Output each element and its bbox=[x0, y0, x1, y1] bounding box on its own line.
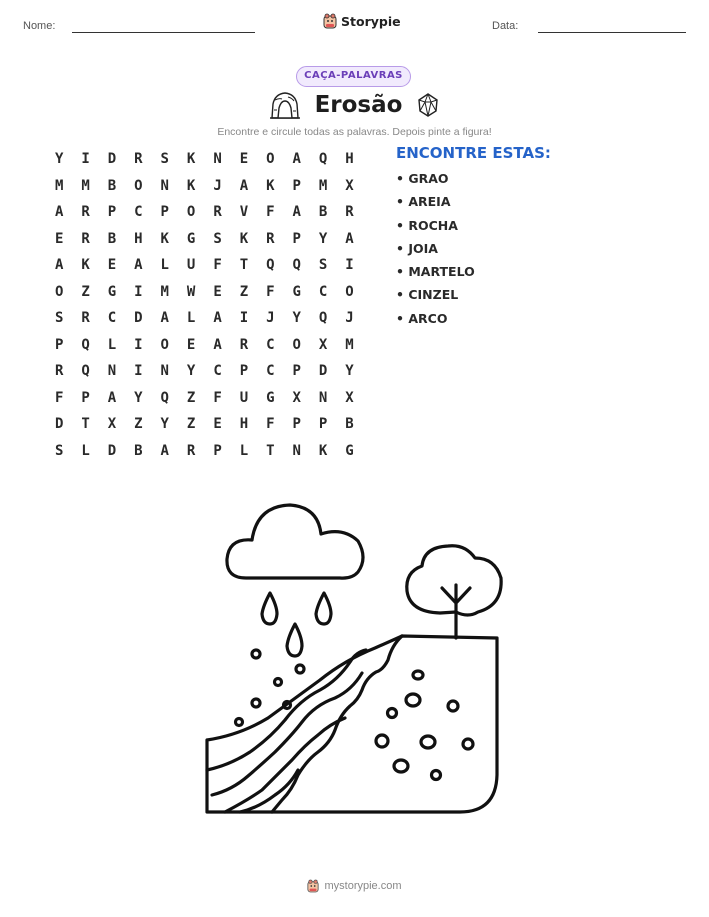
grid-cell[interactable]: U bbox=[239, 389, 249, 406]
grid-cell[interactable]: R bbox=[81, 310, 90, 327]
grid-cell[interactable]: I bbox=[239, 310, 249, 327]
tree-crown bbox=[407, 546, 501, 615]
grid-cell[interactable]: R bbox=[186, 442, 196, 459]
grid-cell[interactable]: Y bbox=[160, 416, 169, 433]
word-search-grid bbox=[46, 146, 363, 464]
grid-cell[interactable]: E bbox=[213, 283, 222, 300]
grid-cell[interactable]: F bbox=[266, 416, 275, 433]
footer bbox=[0, 879, 709, 893]
grid-cell[interactable]: G bbox=[292, 283, 301, 300]
grid-cell[interactable]: F bbox=[213, 389, 222, 406]
grid-cell[interactable]: I bbox=[81, 151, 90, 168]
grid-cell[interactable]: O bbox=[345, 283, 354, 300]
grid-cell[interactable]: B bbox=[107, 230, 117, 247]
grid-cell[interactable]: P bbox=[213, 442, 222, 459]
word-list-item: • AREIA bbox=[396, 194, 451, 210]
grid-cell[interactable]: F bbox=[266, 204, 275, 221]
grid-cell[interactable]: P bbox=[292, 230, 301, 247]
grid-cell[interactable]: Y bbox=[292, 310, 301, 327]
grid-cell[interactable]: Z bbox=[239, 283, 249, 300]
name-label: Nome: bbox=[23, 20, 56, 32]
grid-cell[interactable]: C bbox=[107, 310, 117, 327]
grid-cell[interactable]: S bbox=[54, 442, 64, 459]
stone bbox=[394, 760, 408, 772]
pebble bbox=[296, 665, 304, 673]
grid-cell[interactable]: K bbox=[81, 257, 90, 274]
grid-cell[interactable]: F bbox=[54, 389, 64, 406]
pebble bbox=[252, 699, 260, 707]
grid-cell[interactable]: X bbox=[107, 416, 117, 433]
grid-cell[interactable]: R bbox=[81, 204, 90, 221]
pebble bbox=[236, 719, 243, 726]
grid-cell[interactable]: H bbox=[134, 230, 143, 247]
grid-cell[interactable]: N bbox=[107, 363, 117, 380]
grid-cell[interactable]: S bbox=[54, 310, 64, 327]
footer-url[interactable]: mystorypie.com bbox=[324, 880, 402, 892]
gem-icon bbox=[416, 92, 440, 118]
grid-cell[interactable]: A bbox=[54, 257, 64, 274]
grid-cell[interactable]: V bbox=[239, 204, 249, 221]
grid-cell[interactable]: X bbox=[345, 177, 354, 194]
grid-cell[interactable]: K bbox=[186, 177, 196, 194]
word-list bbox=[396, 171, 475, 334]
grid-cell[interactable]: E bbox=[213, 416, 222, 433]
grid-cell[interactable]: O bbox=[186, 204, 196, 221]
rock-arch-icon bbox=[269, 90, 301, 120]
grid-cell[interactable]: P bbox=[54, 336, 64, 353]
grid-cell[interactable]: P bbox=[107, 204, 117, 221]
stone bbox=[448, 701, 458, 711]
grid-row bbox=[46, 173, 363, 200]
grid-cell[interactable]: D bbox=[134, 310, 143, 327]
grid-cell[interactable]: T bbox=[81, 416, 90, 433]
grid-cell[interactable]: S bbox=[213, 230, 222, 247]
grid-cell[interactable]: F bbox=[266, 283, 275, 300]
grid-cell[interactable]: R bbox=[81, 230, 90, 247]
stone bbox=[432, 771, 441, 780]
raindrop bbox=[262, 593, 277, 624]
grid-cell[interactable]: K bbox=[160, 230, 169, 247]
grid-cell[interactable]: A bbox=[239, 177, 249, 194]
grid-cell[interactable]: R bbox=[239, 336, 249, 353]
grid-cell[interactable]: W bbox=[186, 283, 196, 300]
grid-cell[interactable]: B bbox=[107, 177, 117, 194]
grid-cell[interactable]: C bbox=[266, 336, 275, 353]
grid-cell[interactable]: O bbox=[266, 151, 275, 168]
grid-cell[interactable]: H bbox=[239, 416, 249, 433]
grid-cell[interactable]: B bbox=[318, 204, 328, 221]
grid-cell[interactable]: O bbox=[54, 283, 64, 300]
grid-cell[interactable]: A bbox=[213, 336, 222, 353]
grid-cell[interactable]: D bbox=[107, 442, 117, 459]
grid-cell[interactable]: P bbox=[160, 204, 169, 221]
grid-cell[interactable]: C bbox=[318, 283, 328, 300]
grid-cell[interactable]: I bbox=[134, 363, 143, 380]
grid-cell[interactable]: X bbox=[345, 389, 354, 406]
stone bbox=[463, 739, 473, 749]
grid-cell[interactable]: Q bbox=[318, 151, 328, 168]
grid-cell[interactable]: Q bbox=[266, 257, 275, 274]
grid-cell[interactable]: C bbox=[134, 204, 143, 221]
grid-cell[interactable]: Q bbox=[81, 336, 90, 353]
grid-cell[interactable]: G bbox=[186, 230, 196, 247]
rain-cliff-erosion-illustration[interactable] bbox=[200, 488, 510, 818]
grid-cell[interactable]: A bbox=[213, 310, 222, 327]
grid-cell[interactable]: K bbox=[318, 442, 328, 459]
grid-row bbox=[46, 358, 363, 385]
grid-cell[interactable]: S bbox=[160, 151, 169, 168]
grid-cell[interactable]: P bbox=[292, 416, 301, 433]
pebble bbox=[275, 679, 282, 686]
grid-cell[interactable]: Q bbox=[160, 389, 169, 406]
cloud-shape bbox=[227, 505, 363, 578]
grid-cell[interactable]: J bbox=[345, 310, 354, 327]
grid-cell[interactable]: M bbox=[54, 177, 64, 194]
grid-cell[interactable]: U bbox=[186, 257, 196, 274]
instructions: Encontre e circule todas as palavras. Depois pinte a figura! bbox=[217, 126, 492, 138]
grid-cell[interactable]: R bbox=[266, 230, 275, 247]
grid-cell[interactable]: B bbox=[345, 416, 354, 433]
grid-cell[interactable]: N bbox=[292, 442, 301, 459]
cliff-outline bbox=[207, 636, 497, 812]
grid-cell[interactable]: C bbox=[213, 363, 222, 380]
grid-cell[interactable]: D bbox=[54, 416, 64, 433]
stone bbox=[421, 736, 435, 748]
grid-cell[interactable]: P bbox=[318, 416, 328, 433]
grid-cell[interactable]: K bbox=[266, 177, 275, 194]
grid-cell[interactable]: I bbox=[134, 336, 143, 353]
grid-cell[interactable]: L bbox=[239, 442, 249, 459]
word-list-item: • ARCO bbox=[396, 310, 448, 326]
grid-cell[interactable]: K bbox=[186, 151, 196, 168]
word-list-item: • ROCHA bbox=[396, 217, 458, 233]
brand-name: Storypie bbox=[341, 13, 401, 29]
word-list-item: • GRAO bbox=[396, 171, 449, 186]
grid-cell[interactable]: R bbox=[345, 204, 354, 221]
puzzle-type-badge: CAÇA-PALAVRAS bbox=[296, 66, 411, 87]
grid-cell[interactable]: P bbox=[239, 363, 249, 380]
grid-row bbox=[46, 279, 363, 306]
grid-cell[interactable]: X bbox=[292, 389, 301, 406]
grid-row bbox=[46, 226, 363, 253]
grid-cell[interactable]: Y bbox=[54, 151, 64, 168]
grid-cell[interactable]: Y bbox=[345, 363, 354, 380]
grid-cell[interactable]: Y bbox=[186, 363, 196, 380]
stone bbox=[413, 671, 423, 679]
grid-cell[interactable]: Z bbox=[186, 416, 196, 433]
grid-cell[interactable]: N bbox=[213, 151, 222, 168]
grid-cell[interactable]: A bbox=[54, 204, 64, 221]
grid-cell[interactable]: A bbox=[160, 442, 169, 459]
grid-cell[interactable]: S bbox=[318, 257, 328, 274]
grid-cell[interactable]: B bbox=[134, 442, 143, 459]
grid-cell[interactable]: C bbox=[266, 363, 275, 380]
grid-cell[interactable]: A bbox=[160, 310, 169, 327]
grid-cell[interactable]: P bbox=[292, 363, 301, 380]
grid-cell[interactable]: L bbox=[160, 257, 169, 274]
grid-cell[interactable]: O bbox=[134, 177, 143, 194]
grid-cell[interactable]: P bbox=[292, 177, 301, 194]
pebble bbox=[252, 650, 260, 658]
grid-cell[interactable]: Y bbox=[318, 230, 328, 247]
word-list-item: • CINZEL bbox=[396, 287, 459, 303]
grid-cell[interactable]: M bbox=[345, 336, 354, 353]
title-row bbox=[0, 90, 709, 120]
grid-cell[interactable]: F bbox=[213, 257, 222, 274]
grid-cell[interactable]: E bbox=[186, 336, 196, 353]
grid-cell[interactable]: I bbox=[345, 257, 354, 274]
grid-cell[interactable]: L bbox=[107, 336, 117, 353]
grid-cell[interactable]: A bbox=[292, 151, 301, 168]
grid-cell[interactable]: T bbox=[239, 257, 249, 274]
grid-cell[interactable]: A bbox=[292, 204, 301, 221]
raindrop bbox=[287, 624, 302, 656]
grid-cell[interactable]: J bbox=[266, 310, 275, 327]
word-list-title: ENCONTRE ESTAS: bbox=[396, 144, 551, 162]
grid-cell[interactable]: O bbox=[292, 336, 301, 353]
grid-cell[interactable]: G bbox=[107, 283, 117, 300]
grid-cell[interactable]: M bbox=[81, 177, 90, 194]
grid-cell[interactable]: E bbox=[107, 257, 117, 274]
grid-cell[interactable]: L bbox=[186, 310, 196, 327]
grid-row bbox=[46, 199, 363, 226]
grid-cell[interactable]: A bbox=[107, 389, 117, 406]
grid-cell[interactable]: A bbox=[134, 257, 143, 274]
date-line[interactable] bbox=[538, 32, 686, 33]
storypie-logo-icon bbox=[323, 13, 337, 29]
grid-cell[interactable]: I bbox=[134, 283, 143, 300]
grid-cell[interactable]: N bbox=[318, 389, 328, 406]
grid-row bbox=[46, 332, 363, 359]
word-list-item: • MARTELO bbox=[396, 264, 475, 280]
grid-cell[interactable]: J bbox=[213, 177, 222, 194]
cliff-crack bbox=[272, 636, 402, 812]
grid-cell[interactable]: M bbox=[318, 177, 328, 194]
grid-cell[interactable]: X bbox=[318, 336, 328, 353]
grid-cell[interactable]: N bbox=[160, 363, 169, 380]
grid-cell[interactable]: G bbox=[266, 389, 275, 406]
grid-row bbox=[46, 146, 363, 173]
grid-cell[interactable]: Q bbox=[81, 363, 90, 380]
grid-cell[interactable]: Z bbox=[186, 389, 196, 406]
grid-cell[interactable]: Z bbox=[134, 416, 143, 433]
stone bbox=[406, 694, 420, 706]
word-list-item: • JOIA bbox=[396, 240, 438, 256]
grid-cell[interactable]: Y bbox=[134, 389, 143, 406]
storypie-logo-icon bbox=[307, 879, 319, 893]
grid-cell[interactable]: P bbox=[81, 389, 90, 406]
grid-cell[interactable]: R bbox=[54, 363, 64, 380]
grid-cell[interactable]: D bbox=[107, 151, 117, 168]
grid-cell[interactable]: E bbox=[239, 151, 249, 168]
grid-row bbox=[46, 252, 363, 279]
grid-cell[interactable]: L bbox=[81, 442, 90, 459]
date-label: Data: bbox=[492, 20, 519, 32]
grid-cell[interactable]: D bbox=[318, 363, 328, 380]
grid-cell[interactable]: G bbox=[345, 442, 354, 459]
grid-cell[interactable]: Q bbox=[318, 310, 328, 327]
page-title: Erosão bbox=[314, 92, 403, 118]
grid-cell[interactable]: H bbox=[345, 151, 354, 168]
grid-cell[interactable]: Q bbox=[292, 257, 301, 274]
grid-row bbox=[46, 305, 363, 332]
brand-logo bbox=[323, 13, 401, 29]
grid-cell[interactable]: R bbox=[134, 151, 143, 168]
raindrop bbox=[316, 593, 331, 624]
grid-row bbox=[46, 438, 363, 465]
stone bbox=[388, 709, 397, 718]
grid-cell[interactable]: K bbox=[239, 230, 249, 247]
grid-row bbox=[46, 411, 363, 438]
grid-cell[interactable]: O bbox=[160, 336, 169, 353]
grid-row bbox=[46, 385, 363, 412]
grid-cell[interactable]: A bbox=[345, 230, 354, 247]
grid-cell[interactable]: T bbox=[266, 442, 275, 459]
grid-cell[interactable]: N bbox=[160, 177, 169, 194]
grid-cell[interactable]: M bbox=[160, 283, 169, 300]
grid-cell[interactable]: E bbox=[54, 230, 64, 247]
stone bbox=[376, 735, 388, 747]
name-line[interactable] bbox=[72, 32, 255, 33]
grid-cell[interactable]: R bbox=[213, 204, 222, 221]
grid-cell[interactable]: Z bbox=[81, 283, 90, 300]
